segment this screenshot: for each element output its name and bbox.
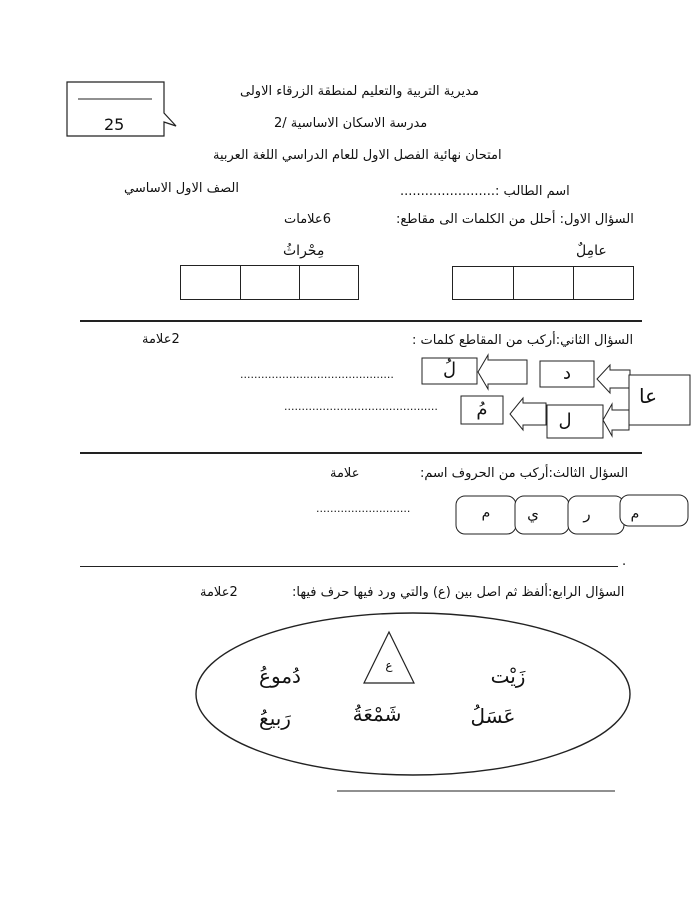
q3-letter-4: م [481,505,491,521]
syllable-lu: لُ [442,359,457,380]
student-name-field: اسم الطالب :....................... [400,184,570,199]
q3-letter-3: ي [527,505,539,523]
q4-word-zayt[interactable]: زَيْت [490,664,526,688]
q4-title: السؤال الرابع:ألفظ ثم اصل بين (ع) والتي ورد فيها حرف فيها: [292,585,625,600]
q4-word-asal[interactable]: عَسَلُ [470,704,516,728]
q1-word-left: مِحْراثُ [283,243,325,259]
q4-word-rabi[interactable]: رَبيعُ [259,706,291,730]
syllable-aa: عا [638,384,658,408]
directorate-title: مديرية التربية والتعليم لمنطقة الزرقاء الاولى [240,84,479,99]
q2-marks: 2علامة [142,332,180,347]
trailing-dot: . [622,554,627,569]
q3-dots: ........................... [316,502,411,515]
grade-label: الصف الاول الاساسي [124,181,239,196]
q2-title: السؤال الثاني:أركب من المقاطع كلمات : [412,333,634,348]
q3-letter-2: ر [583,505,591,523]
q4-word-dumu[interactable]: دُموعُ [259,664,301,688]
syllable-l: ل [558,410,572,431]
q4-marks: 2علامة [200,585,238,600]
q3-letter-1: م [630,506,640,522]
q1-word-right: عامِلٌ [576,243,607,259]
q3-marks: علامة [330,466,360,481]
q1-marks: 6علامات [284,212,331,227]
school-name: مدرسة الاسكان الاساسية /2 [274,116,428,131]
score-value: 25 [104,115,125,134]
q4-word-shama[interactable]: شَمْعَةُ [352,702,402,726]
syllable-d: د [562,363,571,384]
syllable-mu: مُ [476,399,488,420]
triangle-letter: ع [385,658,393,672]
exam-title: امتحان نهائية الفصل الاول للعام الدراسي اللغة العربية [213,148,502,163]
q2-row1-dots: ............................................ [240,368,394,381]
q3-title: السؤال الثالث:أركب من الحروف اسم: [420,466,629,481]
q2-row2-dots: ............................................ [284,400,438,413]
q1-title: السؤال الاول: أحلل من الكلمات الى مقاطع: [396,212,634,227]
